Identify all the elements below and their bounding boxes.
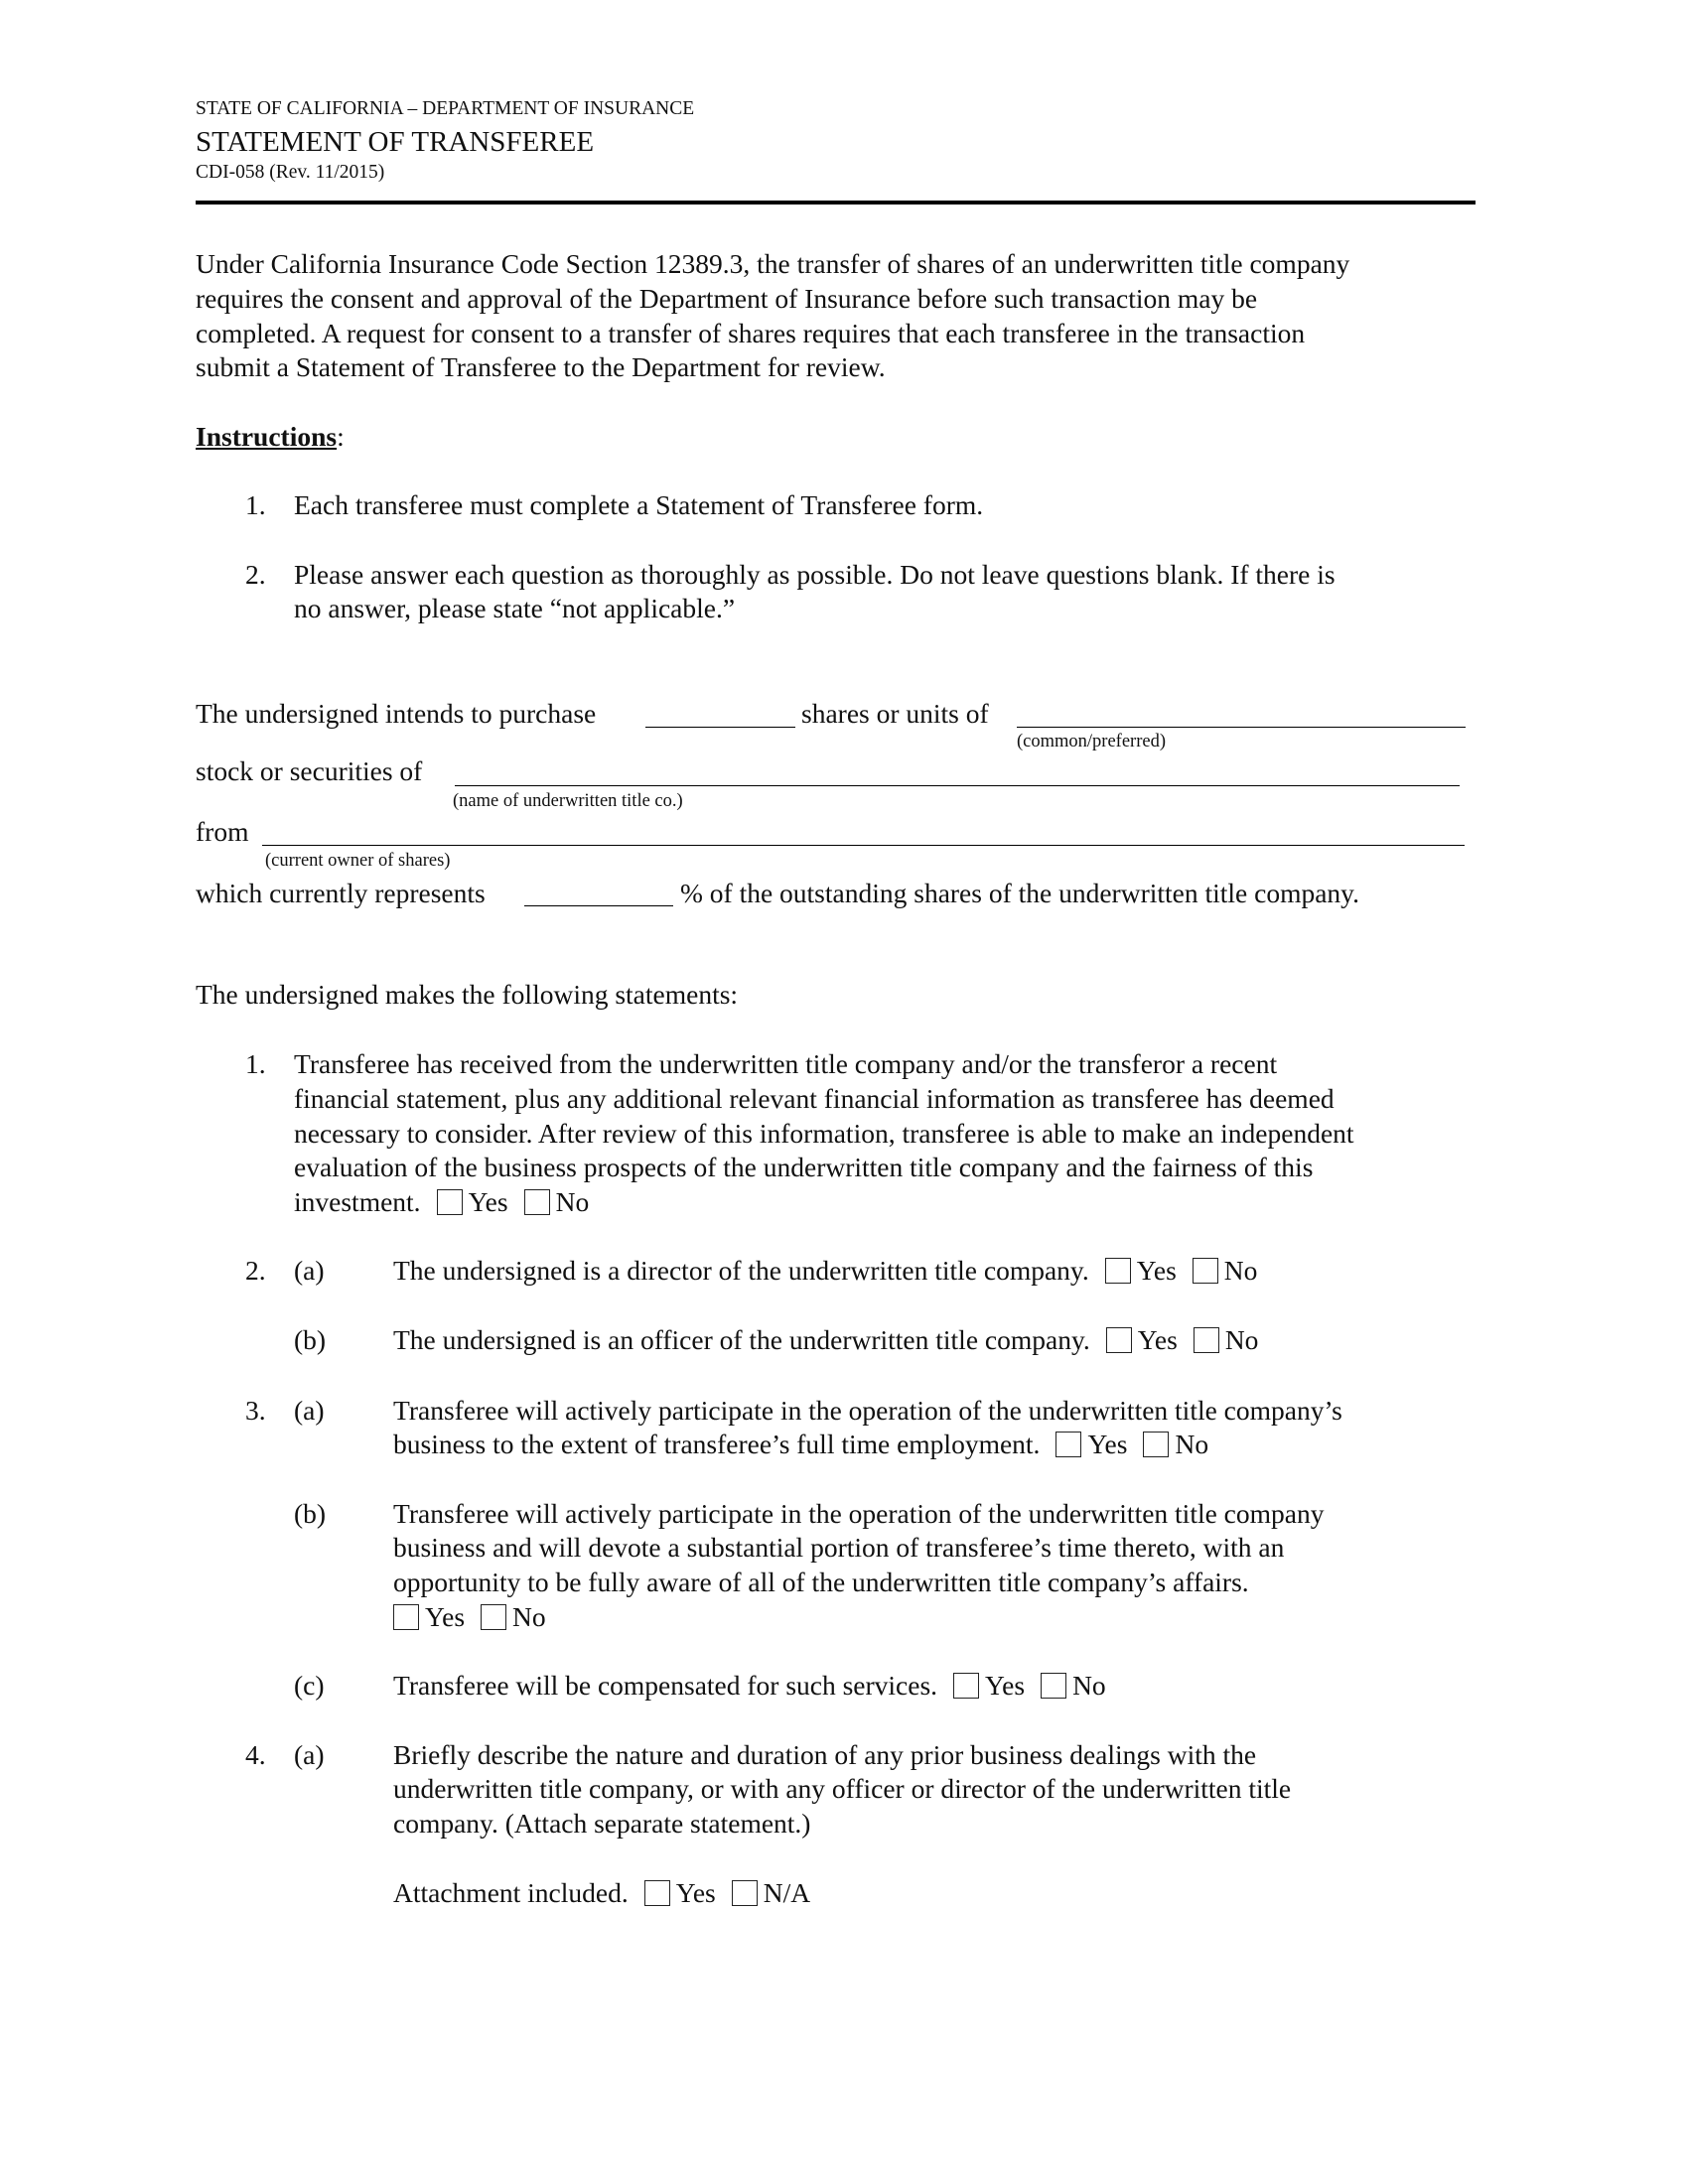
represents-label: which currently represents [196,878,486,908]
stock-label: stock or securities of [196,755,423,786]
statement-text: The undersigned is an officer of the underwritten title company. [393,1324,1090,1355]
yes-label: Yes [468,1186,508,1217]
statement-number: 3. [245,1395,266,1426]
statement-text: Transferee has received from the underwritten title company and/or the transferor a recent [294,1048,1278,1079]
s3b-no-checkbox[interactable] [481,1604,506,1630]
s3c-yes-checkbox[interactable] [953,1673,979,1699]
instruction-text: Each transferee must complete a Statement of Transferee form. [294,489,984,520]
s2a-no-checkbox[interactable] [1193,1258,1218,1284]
statement-answer-row [393,1253,1257,1288]
shares-quantity-field[interactable] [645,727,795,728]
agency-name: STATE OF CALIFORNIA – DEPARTMENT OF INSURANCE [196,98,695,119]
statement-text: Transferee will actively participate in the operation of the underwritten title company’s [393,1395,1342,1426]
s1-yes-checkbox[interactable] [437,1189,463,1215]
s1-no-checkbox[interactable] [524,1189,550,1215]
intro-line: Under California Insurance Code Section 12389.3, the transfer of shares of an underwritten title company [196,248,1350,279]
instructions-label: Instructions [196,421,338,452]
statement-answer-row [377,1599,546,1634]
company-name-field[interactable] [455,785,1460,786]
statement-text: necessary to consider. After review of this information, transferee is able to make an independent [294,1118,1354,1149]
intro-line: completed. A request for consent to a transfer of shares requires that each transferee in the transaction [196,318,1306,348]
statement-sub-label: (a) [294,1739,325,1770]
yes-label: Yes [1137,1324,1178,1355]
no-label: No [1224,1324,1259,1355]
attachment-na-checkbox[interactable] [732,1880,758,1906]
no-label: No [555,1186,590,1217]
share-class-field[interactable] [1017,727,1466,728]
no-label: No [1175,1429,1209,1459]
current-owner-field[interactable] [262,845,1465,846]
statement-text: investment. [294,1186,421,1217]
statement-sub-label: (b) [294,1324,327,1355]
statement-sub-label: (c) [294,1670,325,1701]
statement-number: 1. [245,1048,266,1079]
yes-label: Yes [425,1601,466,1632]
yes-label: Yes [1087,1429,1128,1459]
statement-text: evaluation of the business prospects of the underwritten title company and the fairness of this [294,1152,1314,1182]
statement-text: company. (Attach separate statement.) [393,1808,811,1839]
statement-text: Transferee will actively participate in the operation of the underwritten title company [393,1498,1325,1529]
intro-line: requires the consent and approval of the Department of Insurance before such transaction may be [196,283,1258,314]
instructions-heading [196,419,345,454]
statement-text: underwritten title company, or with any officer or director of the underwritten title [393,1773,1292,1804]
statement-text: Briefly describe the nature and duration of any prior business dealings with the [393,1739,1257,1770]
instruction-number: 1. [245,489,266,520]
company-name-caption: (name of underwritten title co.) [453,791,683,811]
s3a-no-checkbox[interactable] [1143,1432,1169,1457]
intro-line: submit a Statement of Transferee to the Department for review. [196,351,886,382]
s3c-no-checkbox[interactable] [1041,1673,1066,1699]
statement-answer-row [393,1427,1208,1461]
statement-text: business to the extent of transferee’s full time employment. [393,1429,1041,1459]
current-owner-caption: (current owner of shares) [265,851,451,871]
shares-units-label: shares or units of [801,698,989,729]
statement-sub-label: (a) [294,1255,325,1286]
purchase-label: The undersigned intends to purchase [196,698,597,729]
statement-number: 4. [245,1739,266,1770]
statement-text: The undersigned is a director of the underwritten title company. [393,1255,1089,1286]
attachment-yes-checkbox[interactable] [644,1880,670,1906]
percent-label: % of the outstanding shares of the underwritten title company. [680,878,1360,908]
statement-answer-row [393,1322,1258,1357]
colon: : [337,421,345,452]
instruction-number: 2. [245,559,266,590]
yes-label: Yes [1136,1255,1177,1286]
statement-text: opportunity to be fully aware of all of the underwritten title company’s affairs. [393,1567,1249,1597]
yes-label: Yes [985,1670,1026,1701]
s2b-yes-checkbox[interactable] [1106,1327,1132,1353]
s3b-yes-checkbox[interactable] [393,1604,419,1630]
instruction-text: no answer, please state “not applicable.” [294,593,736,623]
na-label: N/A [763,1877,811,1908]
s2b-no-checkbox[interactable] [1194,1327,1219,1353]
yes-label: Yes [675,1877,716,1908]
percent-field[interactable] [524,905,673,906]
form-id: CDI-058 (Rev. 11/2015) [196,162,385,183]
statement-text: business and will devote a substantial portion of transferee’s time thereto, with an [393,1532,1285,1563]
statement-number: 2. [245,1255,266,1286]
attachment-label: Attachment included. [393,1877,629,1908]
s3a-yes-checkbox[interactable] [1055,1432,1081,1457]
s2a-yes-checkbox[interactable] [1105,1258,1131,1284]
statement-text: Transferee will be compensated for such services. [393,1670,938,1701]
no-label: No [1223,1255,1258,1286]
no-label: No [1072,1670,1106,1701]
no-label: No [512,1601,546,1632]
header-rule [196,201,1476,205]
form-title: STATEMENT OF TRANSFEREE [196,126,595,158]
statement-sub-label: (a) [294,1395,325,1426]
attachment-row [393,1875,810,1910]
from-label: from [196,816,249,847]
statement-answer-row [393,1668,1106,1703]
statement-answer-row [294,1184,589,1219]
share-class-caption: (common/preferred) [1017,732,1166,751]
instruction-text: Please answer each question as thoroughly as possible. Do not leave questions blank. If there is [294,559,1336,590]
statements-heading: The undersigned makes the following statements: [196,979,739,1010]
statement-sub-label: (b) [294,1498,327,1529]
statement-text: financial statement, plus any additional relevant financial information as transferee has deemed [294,1083,1335,1114]
